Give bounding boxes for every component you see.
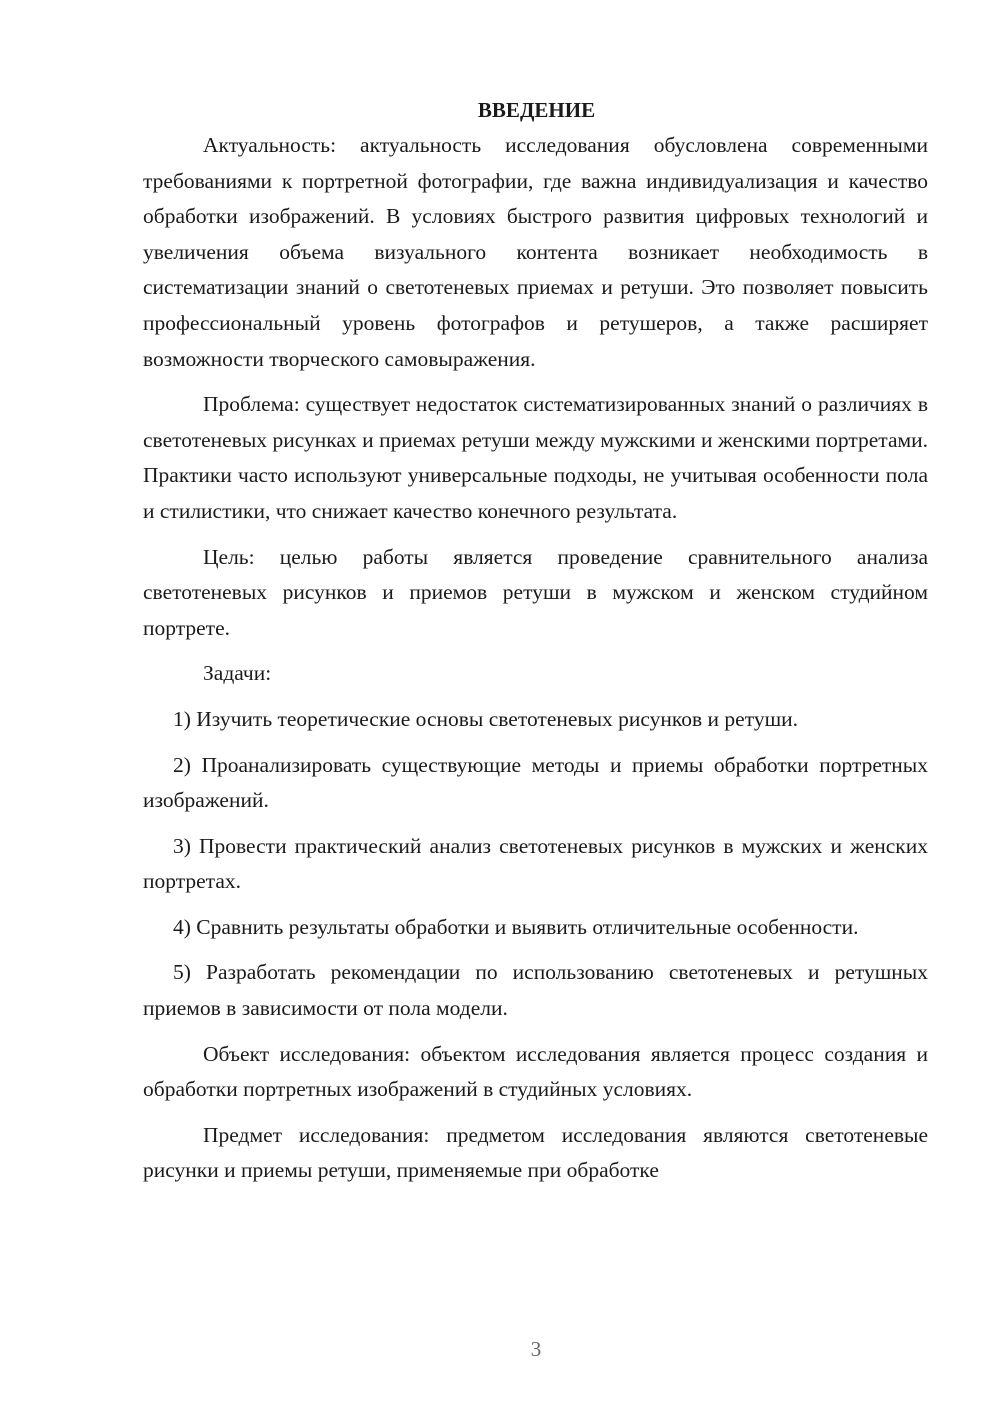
paragraph-object: Объект исследования: объектом исследования является процесс создания и обработки портретных изображений в студийных условиях. xyxy=(143,1041,928,1102)
section-heading: ВВЕДЕНИЕ xyxy=(477,98,596,122)
paragraph-tasks-label: Задачи: xyxy=(203,661,272,686)
task-item: 4) Сравнить результаты обработки и выявить отличительные особенности. xyxy=(173,914,859,939)
page-number: 3 xyxy=(530,1337,542,1361)
task-item: 3) Провести практический анализ светотеневых рисунков в мужских и женских портретах. xyxy=(143,833,928,894)
paragraph-goal: Цель: целью работы является проведение сравнительного анализа светотеневых рисунков и приемов ретуши в мужском и женском студийном портрете. xyxy=(143,544,928,640)
task-item: 5) Разработать рекомендации по использованию светотеневых и ретушных приемов в зависимости от пола модели. xyxy=(143,960,928,1021)
task-item: 2) Проанализировать существующие методы и приемы обработки портретных изображений. xyxy=(143,752,928,813)
task-item: 1) Изучить теоретические основы светотеневых рисунков и ретуши. xyxy=(173,706,799,731)
paragraph-relevance: Актуальность: актуальность исследования обусловлена современными требованиями к портретной фотографии, где важна индивидуализация и качество обработки изображений. В условиях быстрого развития цифровых технологий и увеличения объема визуального контента возникает необходимость в систематизации знаний о светотеневых приемах и ретуши. Это позволяет повысить профессиональный уровень фотографов и ретушеров, а также расширяет возможности творческого самовыражения. xyxy=(143,133,928,371)
document-page xyxy=(143,94,928,1199)
paragraph-problem: Проблема: существует недостаток систематизированных знаний о различиях в светотеневых рисунках и приемах ретуши между мужскими и женскими портретами. Практики часто используют универсальные подходы, не учитывая особенности пола и стилистики, что снижает качество конечного результата. xyxy=(143,392,928,523)
paragraph-subject: Предмет исследования: предметом исследования являются светотеневые рисунки и приемы ретуши, применяемые при обработке xyxy=(143,1122,928,1183)
